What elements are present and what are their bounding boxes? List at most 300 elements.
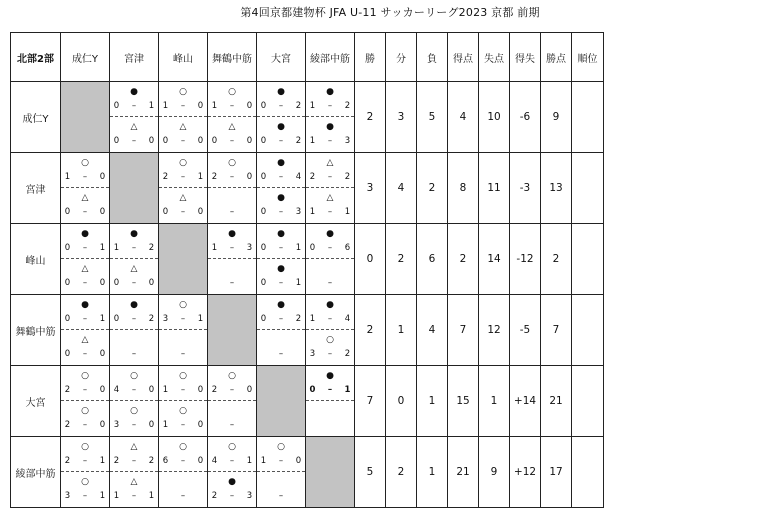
result-symbol: ● [228,229,236,239]
table-row [11,437,604,508]
column-points: 勝点 [541,33,572,82]
score-away: 2 [344,172,351,182]
score-away: 1 [99,314,106,324]
stat-draws: 1 [386,295,417,366]
score-home: 2 [64,420,71,430]
second-leg [159,188,207,223]
no-match-dash [327,419,334,431]
second-leg [257,188,305,223]
result-symbol: ○ [130,406,138,416]
score-home: 0 [211,136,218,146]
stat-draws: 4 [386,153,417,224]
score-separator: – [327,207,333,217]
stat-draws: 2 [386,437,417,508]
result-symbol [306,259,354,275]
score [110,384,158,396]
result-symbol: ○ [179,442,187,452]
score-away: 1 [99,456,106,466]
match-cell [110,82,159,153]
score [208,100,256,112]
self-match-cell [110,153,159,224]
match-cell [257,153,306,224]
score-home: 2 [211,491,218,501]
score-separator: – [180,136,186,146]
score-separator: – [131,420,137,430]
score [257,135,305,147]
score-away: 0 [99,278,106,288]
stat-losses: 6 [417,224,448,295]
score-away: 2 [148,243,155,253]
stat-points: 13 [541,153,572,224]
stat-wins: 5 [355,437,386,508]
score-home: 0 [309,385,316,395]
match-cell [159,437,208,508]
score-separator: – [180,420,186,430]
score-away: 2 [148,456,155,466]
division-label: 北部2部 [11,33,61,82]
result-symbol: ○ [81,371,89,381]
score-home: 3 [64,491,71,501]
score-separator: – [278,136,284,146]
score-home: 2 [64,385,71,395]
score-away: 2 [295,136,302,146]
result-symbol: △ [130,477,138,487]
match-cell [257,437,306,508]
second-leg [257,259,305,294]
match-cell [208,437,257,508]
score-separator: – [278,456,284,466]
score-separator: – [327,243,333,253]
score-away: 6 [344,243,351,253]
score [159,384,207,396]
no-match-dash: – [278,491,284,501]
self-match-cell [257,366,306,437]
second-leg [306,259,354,294]
score-separator: – [327,172,333,182]
score-separator: – [82,314,88,324]
match-cell [61,437,110,508]
score-away: 2 [148,314,155,324]
table-row [11,366,604,437]
score-away: 0 [197,207,204,217]
score-separator: – [278,314,284,324]
stat-losses: 4 [417,295,448,366]
score [257,242,305,254]
score [257,455,305,467]
score [159,100,207,112]
page-title: 第4回京都建物杯 JFA U-11 サッカーリーグ2023 京都 前期 [240,6,540,19]
score-away: 1 [99,243,106,253]
score-home: 0 [113,136,120,146]
stat-losses: 5 [417,82,448,153]
result-symbol: △ [179,193,187,203]
first-leg [306,153,354,188]
first-leg [208,224,256,259]
result-symbol [257,330,305,346]
result-symbol: ● [326,87,334,97]
score [159,419,207,431]
score [110,277,158,289]
first-leg [257,437,305,472]
league-table [10,32,604,508]
match-cell [306,366,355,437]
result-symbol: ● [277,300,285,310]
score [306,135,354,147]
score-placeholder [159,490,207,502]
score-away: 2 [344,101,351,111]
score-away: 0 [295,456,302,466]
result-symbol: ● [81,229,89,239]
score-placeholder [257,348,305,360]
result-symbol: ● [326,300,334,310]
match-cell [61,224,110,295]
stat-wins: 3 [355,153,386,224]
score-home: 4 [211,456,218,466]
score-away: 1 [99,491,106,501]
score-away: 0 [197,456,204,466]
row-team-name: 成仁Y [11,82,61,153]
first-leg [61,153,109,188]
score [257,313,305,325]
score [110,419,158,431]
first-leg [61,295,109,330]
score [306,100,354,112]
result-symbol: ● [277,87,285,97]
stat-goals-against: 9 [479,437,510,508]
first-leg [257,224,305,259]
result-symbol [110,330,158,346]
result-symbol: ● [277,122,285,132]
score [110,455,158,467]
result-symbol [257,472,305,488]
score-home: 1 [309,101,316,111]
stat-draws: 2 [386,224,417,295]
stat-goals-for: 7 [448,295,479,366]
second-leg [257,472,305,507]
score-separator: – [131,456,137,466]
stat-goals-for: 21 [448,437,479,508]
score [306,206,354,218]
result-symbol: △ [228,122,236,132]
score [61,348,109,360]
score-separator: – [82,207,88,217]
result-symbol: △ [130,442,138,452]
score-home: 1 [162,420,169,430]
stat-goals-against: 14 [479,224,510,295]
score-separator: – [82,491,88,501]
score-separator: – [278,172,284,182]
score-home: 0 [113,314,120,324]
stat-draws: 3 [386,82,417,153]
score [208,135,256,147]
row-team-name: 舞鶴中筋 [11,295,61,366]
column-team: 宮津 [110,33,159,82]
first-leg [61,224,109,259]
score-home: 2 [113,456,120,466]
score-separator: – [82,278,88,288]
stat-goals-for: 15 [448,366,479,437]
first-leg [110,82,158,117]
second-leg [110,330,158,365]
no-match-dash: – [180,349,186,359]
result-symbol: ● [277,193,285,203]
score-away: 0 [99,207,106,217]
score-separator: – [327,136,333,146]
score [61,277,109,289]
second-leg [159,330,207,365]
second-leg [208,117,256,152]
result-symbol: ● [326,371,334,381]
column-team: 成仁Y [61,33,110,82]
score [61,384,109,396]
stat-points: 21 [541,366,572,437]
score-away: 1 [197,172,204,182]
stat-goals-for: 2 [448,224,479,295]
score-separator: – [229,172,235,182]
result-symbol: ○ [179,87,187,97]
score [257,206,305,218]
result-symbol: ● [326,122,334,132]
result-symbol: ○ [179,300,187,310]
score-placeholder [208,206,256,218]
score-home: 2 [211,172,218,182]
result-symbol: ● [277,229,285,239]
score-separator: – [180,385,186,395]
match-cell [208,82,257,153]
stat-goal-diff: -6 [510,82,541,153]
score-separator: – [82,385,88,395]
score-separator: – [131,136,137,146]
result-symbol: ○ [228,158,236,168]
match-cell [159,366,208,437]
score-separator: – [327,385,333,395]
second-leg [208,188,256,223]
result-symbol: ● [277,158,285,168]
first-leg [110,295,158,330]
first-leg [110,366,158,401]
score-away: 0 [197,385,204,395]
result-symbol: ● [130,300,138,310]
first-leg [159,366,207,401]
score-away: 2 [344,349,351,359]
second-leg [208,401,256,436]
first-leg [306,224,354,259]
result-symbol: ○ [81,477,89,487]
first-leg [257,295,305,330]
self-match-cell [208,295,257,366]
score-home: 1 [211,101,218,111]
score-away: 1 [246,456,253,466]
first-leg [159,437,207,472]
score-home: 6 [162,456,169,466]
result-symbol: ● [326,229,334,239]
score-placeholder [306,419,354,431]
column-goals-against: 失点 [479,33,510,82]
score-separator: – [278,278,284,288]
score-away: 1 [148,491,155,501]
column-team: 大宮 [257,33,306,82]
stat-rank [572,224,604,295]
result-symbol [208,188,256,204]
second-leg [159,117,207,152]
self-match-cell [159,224,208,295]
score-separator: – [180,456,186,466]
result-symbol: ○ [228,87,236,97]
self-match-cell [306,437,355,508]
score-placeholder [306,277,354,289]
result-symbol: △ [81,193,89,203]
second-leg [159,401,207,436]
match-cell [110,224,159,295]
score [306,171,354,183]
match-cell [208,153,257,224]
result-symbol: ○ [179,406,187,416]
score-separator: – [180,207,186,217]
match-cell [306,224,355,295]
column-goal-diff: 得失 [510,33,541,82]
score [110,242,158,254]
result-symbol: ○ [81,158,89,168]
match-cell [159,295,208,366]
score-separator: – [82,349,88,359]
score-away: 2 [295,101,302,111]
second-leg [306,401,354,436]
score-home: 2 [162,172,169,182]
score-away: 0 [99,385,106,395]
table-row [11,153,604,224]
first-leg [61,437,109,472]
second-leg [306,330,354,365]
result-symbol: ● [277,264,285,274]
score [61,171,109,183]
match-cell [61,295,110,366]
score-separator: – [180,101,186,111]
score-away: 3 [246,243,253,253]
score-separator: – [131,314,137,324]
first-leg [257,82,305,117]
stat-losses: 1 [417,437,448,508]
score-away: 0 [99,172,106,182]
result-symbol: ○ [81,442,89,452]
first-leg [159,82,207,117]
stat-wins: 2 [355,82,386,153]
score [306,384,354,396]
row-team-name: 宮津 [11,153,61,224]
result-symbol: △ [130,264,138,274]
first-leg [208,153,256,188]
score-home: 0 [260,314,267,324]
match-cell [110,366,159,437]
no-match-dash: – [229,207,235,217]
second-leg [110,472,158,507]
score-separator: – [327,101,333,111]
score [208,242,256,254]
match-cell [110,437,159,508]
column-team: 綾部中筋 [306,33,355,82]
stat-goal-diff: +12 [510,437,541,508]
score-home: 1 [113,243,120,253]
score [257,100,305,112]
score [208,384,256,396]
second-leg [208,472,256,507]
result-symbol [159,330,207,346]
second-leg [159,472,207,507]
score-away: 4 [295,172,302,182]
stat-draws: 0 [386,366,417,437]
result-symbol: ● [81,300,89,310]
score-away: 0 [197,420,204,430]
match-cell [159,153,208,224]
stat-goal-diff: -12 [510,224,541,295]
stat-points: 9 [541,82,572,153]
table-row [11,295,604,366]
second-leg [61,259,109,294]
second-leg [110,401,158,436]
score-separator: – [131,243,137,253]
column-draws: 分 [386,33,417,82]
score [208,455,256,467]
score-home: 1 [162,101,169,111]
score-home: 1 [211,243,218,253]
score-separator: – [82,172,88,182]
first-leg [110,437,158,472]
result-symbol: △ [326,193,334,203]
score-home: 0 [162,136,169,146]
score-separator: – [229,385,235,395]
first-leg [306,82,354,117]
stat-goals-for: 4 [448,82,479,153]
match-cell [306,153,355,224]
score-home: 2 [211,385,218,395]
score-home: 0 [64,278,71,288]
match-cell [306,295,355,366]
score [306,242,354,254]
no-match-dash: – [327,278,333,288]
stat-losses: 1 [417,366,448,437]
match-cell [306,82,355,153]
score-away: 0 [197,136,204,146]
match-cell [110,295,159,366]
score [159,171,207,183]
score-separator: – [327,314,333,324]
first-leg [257,153,305,188]
score-home: 1 [309,207,316,217]
score-away: 0 [148,278,155,288]
match-cell [257,82,306,153]
second-leg [306,117,354,152]
score-home: 0 [260,243,267,253]
table-row [11,224,604,295]
score [159,313,207,325]
no-match-dash: – [131,349,137,359]
score-separator: – [229,243,235,253]
stat-rank [572,437,604,508]
score [306,348,354,360]
score-placeholder [257,490,305,502]
score-away: 0 [246,385,253,395]
result-symbol [306,401,354,417]
score-away: 1 [197,314,204,324]
header-row [11,33,604,82]
no-match-dash: – [180,491,186,501]
score-separator: – [180,314,186,324]
stat-goal-diff: -5 [510,295,541,366]
first-leg [306,295,354,330]
score-away: 3 [344,136,351,146]
score [61,419,109,431]
stat-goals-against: 12 [479,295,510,366]
stat-rank [572,295,604,366]
